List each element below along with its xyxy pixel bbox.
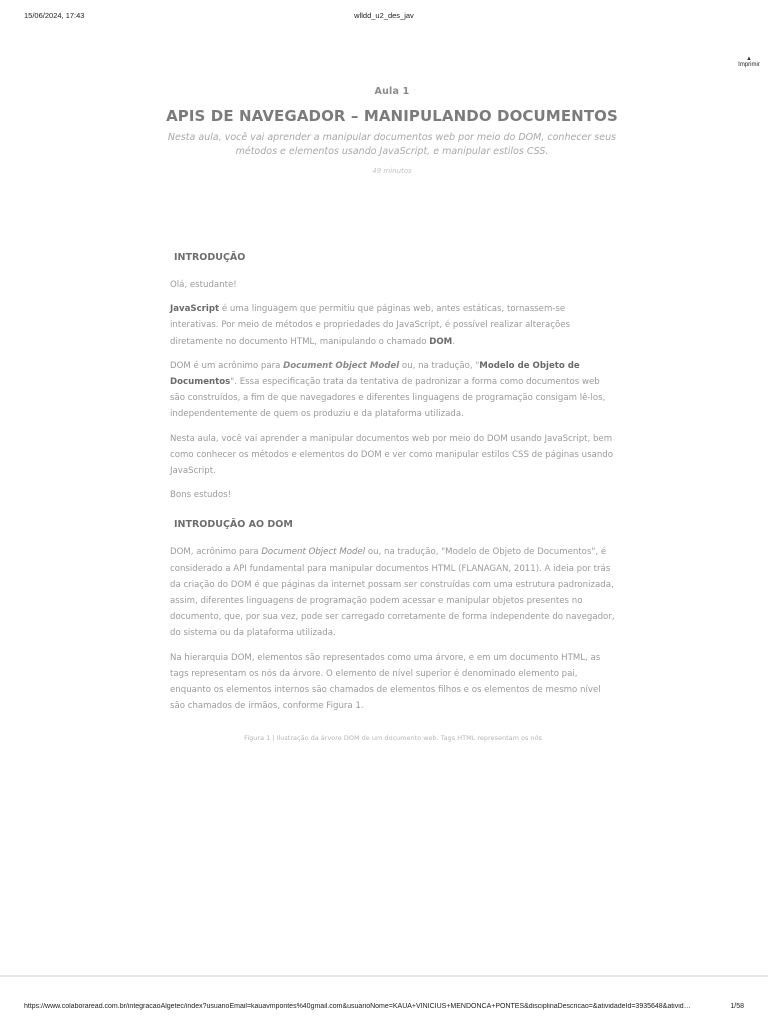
print-document-title: wlldd_u2_des_jav <box>354 11 414 20</box>
section-heading-introducao-ao-dom: INTRODUÇÃO AO DOM <box>174 519 293 531</box>
lesson-label: Aula 1 <box>374 86 410 97</box>
dom-paragraph-1: DOM, acrônimo para Document Object Model ou, na tradução, "Modelo de Objeto de Documentos", é considerado a API fundamental para manipular documentos HTML (FLANAGAN, 2011). A ideia por trás da criação do DOM é que páginas da internet possam ser construídas com uma estrutura padronizada, assim, diferentes linguagens de programação podem acessar e manipular objetos presentes no documento, que, por sua vez, pode ser carregado corretamente de forma independente do navegador, do sistema ou da plataforma utilizada. <box>170 547 615 639</box>
lesson-header <box>160 86 624 175</box>
section-heading-introducao: INTRODUÇÃO <box>174 252 246 263</box>
greeting: Olá, estudante! <box>170 280 237 290</box>
footer-divider <box>0 975 768 977</box>
page-url[interactable]: https://www.colaboraread.com.br/integracaoAlgetec/index?usuarioEmail=kauavmpontes%40gmail.com&usuarioNome=KAUA+VINICIUS+MENDONCA+PONTES&disciplinaDescricao=&atividadeId=3935648&ativid… <box>24 1003 691 1010</box>
term-javascript: JavaScript <box>170 304 220 315</box>
print-button-label: Imprimir <box>738 62 760 68</box>
term-document-object-model-2: Document Object Model <box>261 547 366 558</box>
lesson-subtitle: Nesta aula, você vai aprender a manipular documentos web por meio do DOM, conhecer seus métodos e elementos usando JavaScript, e manipular estilos CSS. <box>167 132 617 157</box>
print-button[interactable] <box>734 56 764 68</box>
term-modelo-de-objeto: Modelo de Objeto de Documentos <box>170 360 580 388</box>
figure-caption: Figura 1 | Ilustração da árvore DOM de um documento web. Tags HTML representam os nós <box>244 734 542 743</box>
dom-paragraph-2: Na hierarquia DOM, elementos são representados como uma árvore, e em um documento HTML, as tags representam os nós da árvore. O elemento de nível superior é denominado elemento pai, enquanto os elementos internos são chamados de elementos filhos e os elementos de mesmo nível são chamados de irmãos, conforme Figura 1. <box>170 652 601 712</box>
page-number: 1/58 <box>730 1003 744 1010</box>
intro-paragraph-3: Nesta aula, você vai aprender a manipular documentos web por meio do DOM usando JavaScript, bem como conhecer os métodos e elementos do DOM e ver como manipular estilos CSS de páginas usando JavaScript. <box>170 433 613 477</box>
print-footer <box>24 1003 744 1015</box>
lesson-title: APIS DE NAVEGADOR – MANIPULANDO DOCUMENTOS <box>166 107 618 125</box>
term-document-object-model: Document Object Model <box>283 360 400 371</box>
lesson-duration: 49 minutos <box>372 167 412 175</box>
lesson-content <box>170 252 616 742</box>
term-dom: DOM <box>429 336 453 347</box>
intro-paragraph-2: DOM é um acrônimo para Document Object Model ou, na tradução, "Modelo de Objeto de Documentos". Essa especificação trata da tentativa de padronizar a forma como documentos web são construídos, a fim de que navegadores e diferentes linguagens de programação consigam lê-los, independentemente de quem os produziu e da plataforma utilizada. <box>170 360 606 420</box>
print-date: 15/06/2024, 17:43 <box>24 11 85 20</box>
print-header <box>24 11 744 23</box>
intro-paragraph-1: JavaScript é uma linguagem que permitiu que páginas web, antes estáticas, tornassem-se interativas. Por meio de métodos e propriedades do JavaScript, é possível realizar alterações diretamente no documento HTML, manipulando o chamado DOM. <box>170 304 570 347</box>
closing: Bons estudos! <box>170 490 232 501</box>
arrow-up-icon: ▲ <box>746 56 752 62</box>
